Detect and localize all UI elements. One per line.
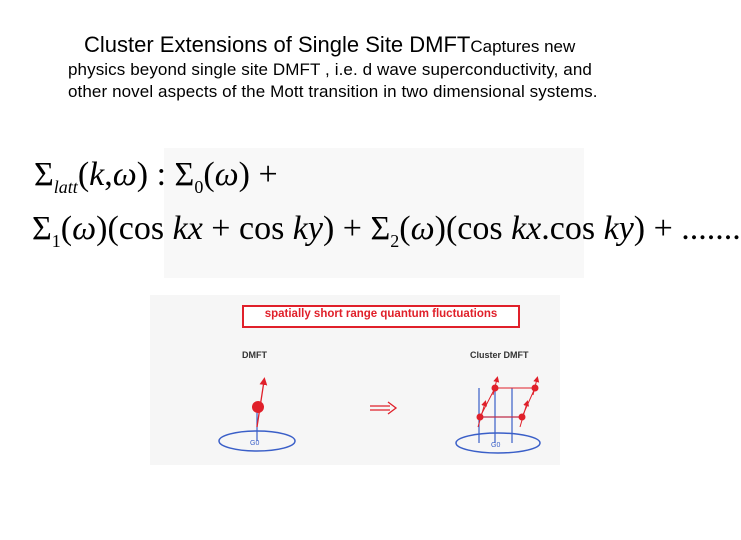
transition-arrow bbox=[370, 402, 396, 414]
body-line-3: other novel aspects of the Mott transition in two dimensional systems. bbox=[68, 82, 598, 101]
site-dot bbox=[252, 401, 264, 413]
dmft-diagram bbox=[150, 295, 560, 465]
slide-title: Cluster Extensions of Single Site DMFT bbox=[84, 32, 471, 57]
bath-label-left: G0 bbox=[250, 440, 260, 447]
formula-line-1: $\Sigma_{latt}(k,\omega)$ : $\Sigma_0(\omega)$ + bbox=[34, 156, 278, 197]
bath-label-right: G0 bbox=[491, 442, 501, 449]
cluster-group bbox=[456, 379, 540, 453]
body-lead: Captures new bbox=[470, 37, 576, 56]
formula-line-2: $\Sigma_1(\omega)(\cos$ kx + $\cos ky) + \Sigma_2(\omega)(\cos$ kx.cos ky) + ....... bbox=[32, 210, 741, 251]
body-line-2: physics beyond single site DMFT , i.e. d wave superconductivity, and bbox=[68, 60, 592, 79]
dmft-label: DMFT bbox=[242, 350, 267, 360]
single-site-group bbox=[219, 381, 295, 451]
self-energy-formula bbox=[24, 148, 741, 278]
banner-text: spatially short range quantum fluctuations bbox=[264, 308, 498, 320]
title-line bbox=[84, 32, 575, 58]
cluster-dmft-label: Cluster DMFT bbox=[470, 350, 529, 360]
dmft-figure bbox=[150, 295, 560, 465]
